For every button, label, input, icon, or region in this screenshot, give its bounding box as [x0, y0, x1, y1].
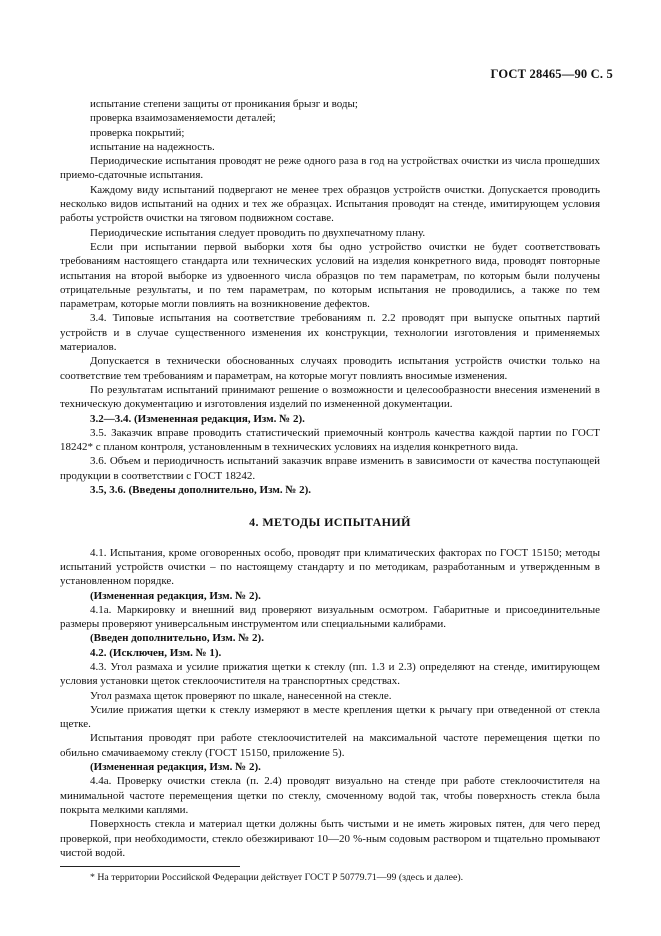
paragraph: Испытания проводят при работе стеклоочистителей на максимальной частоте перемещения щетки по обильно смачиваемому стеклу (ГОСТ 15150, приложение 5). — [60, 732, 600, 759]
paragraph: 4.4а. Проверку очистки стекла (п. 2.4) проводят визуально на стенде при работе стеклоочистителя на минимальной частоте перемещения щетки по стеклу, смоченному водой так, чтобы поверхность стекла была покрыта мелкими каплями. — [60, 775, 600, 816]
paragraph: 4.1а. Маркировку и внешний вид проверяют визуальным осмотром. Габаритные и присоединительные размеры проверяют универсальным инструментом или специальными калибрами. — [60, 603, 600, 631]
paragraph: Угол размаха щеток проверяют по шкале, нанесенной на стекле. — [90, 689, 392, 702]
section-title: 4. МЕТОДЫ ИСПЫТАНИЙ — [249, 515, 411, 530]
paragraph: (Измененная редакция, Изм. № 2). — [90, 761, 261, 774]
paragraph: 4.1. Испытания, кроме оговоренных особо, проводят при климатических факторах по ГОСТ 15150; методы испытаний устройств очистки – по настоящему стандарту и по методикам, разработанным и утвержденным в установленном порядке. — [60, 546, 600, 588]
paragraph: 3.6. Объем и периодичность испытаний заказчик вправе изменить в зависимости от качества поступающей продукции в соответствии с ГОСТ 18242. — [60, 455, 600, 482]
paragraph: 3.5. Заказчик вправе проводить статистический приемочный контроль качества каждой партии по ГОСТ 18242* с планом контроля, установленным в технических условиях на изделия конкретного вида. — [60, 426, 600, 454]
paragraph: Поверхность стекла и материал щетки должны быть чистыми и не иметь жировых пятен, для чего перед проверкой, при необходимости, стекло обезжиривают 10—20 %-ным содовым раствором и тщательно промывают чистой водой. — [60, 818, 600, 859]
paragraph: Каждому виду испытаний подвергают не менее трех образцов устройств очистки. Допускается проводить несколько видов испытаний на одних и тех же образцах. Испытания проводят на стенде, имитирующем условия работы устройств очистки на тяговом подвижном составе. — [60, 183, 600, 225]
paragraph: проверка покрытий; — [90, 126, 185, 139]
paragraph: Если при испытании первой выборки хотя бы одно устройство очистки не будет соответствовать требованиям настоящего стандарта или технических условий на изделия конкретного вида, проводят повторные испытания на второй выборке из удвоенного числа образцов по тем параметрам, по которым были получены отрицательные результаты, и по тем параметрам, по которым испытания не проводились, а также по тем параметрам, которые могли повлиять на возникновение дефектов. — [60, 240, 600, 311]
paragraph: (Измененная редакция, Изм. № 2). — [90, 589, 261, 602]
paragraph: 4.3. Угол размаха и усилие прижатия щетки к стеклу (пп. 1.3 и 2.3) определяют на стенде, имитирующем условия установки щеток стеклоочистителя на транспортных средствах. — [60, 660, 600, 688]
bottom-paragraphs — [60, 546, 600, 861]
footnote-divider — [60, 866, 240, 867]
paragraph: Периодические испытания проводят не реже одного раза в год на устройствах очистки из числа прошедших приемо-сдаточные испытания. — [60, 155, 600, 182]
document-header: ГОСТ 28465—90 С. 5 — [490, 67, 613, 81]
paragraph: Периодические испытания следует проводить по двухпечатному плану. — [90, 226, 426, 239]
paragraph: Усилие прижатия щетки к стеклу измеряют в месте крепления щетки к рычагу при отведенной от стекла щетке. — [60, 703, 600, 731]
top-paragraphs — [60, 97, 600, 497]
paragraph: 4.2. (Исключен, Изм. № 1). — [90, 646, 222, 659]
paragraph: По результатам испытаний принимают решение о возможности и целесообразности внесения изменений в техническую документацию и изготовления изделий по измененной документации. — [60, 383, 600, 411]
paragraph: Допускается в технически обоснованных случаях проводить испытания устройств очистки только на соответствие тем требованиям и параметрам, на которые могут повлиять вносимые изменения. — [60, 355, 600, 382]
paragraph: испытание степени защиты от проникания брызг и воды; — [90, 98, 358, 110]
paragraph: (Введен дополнительно, Изм. № 2). — [90, 632, 264, 645]
paragraph: 3.4. Типовые испытания на соответствие требованиям п. 2.2 проводят при выпуске опытных партий устройств и в случае существенного изменения их конструкции, технологии изготовления и применяемых материалов. — [60, 312, 600, 354]
paragraph: испытание на надежность. — [90, 140, 215, 153]
page-content — [60, 97, 600, 884]
footnote: * На территории Российской Федерации действует ГОСТ Р 50779.71—99 (здесь и далее). — [90, 872, 464, 884]
paragraph: 3.2—3.4. (Измененная редакция, Изм. № 2). — [90, 412, 305, 425]
paragraph: 3.5, 3.6. (Введены дополнительно, Изм. № 2). — [90, 484, 312, 497]
paragraph: проверка взаимозаменяемости деталей; — [90, 112, 276, 125]
